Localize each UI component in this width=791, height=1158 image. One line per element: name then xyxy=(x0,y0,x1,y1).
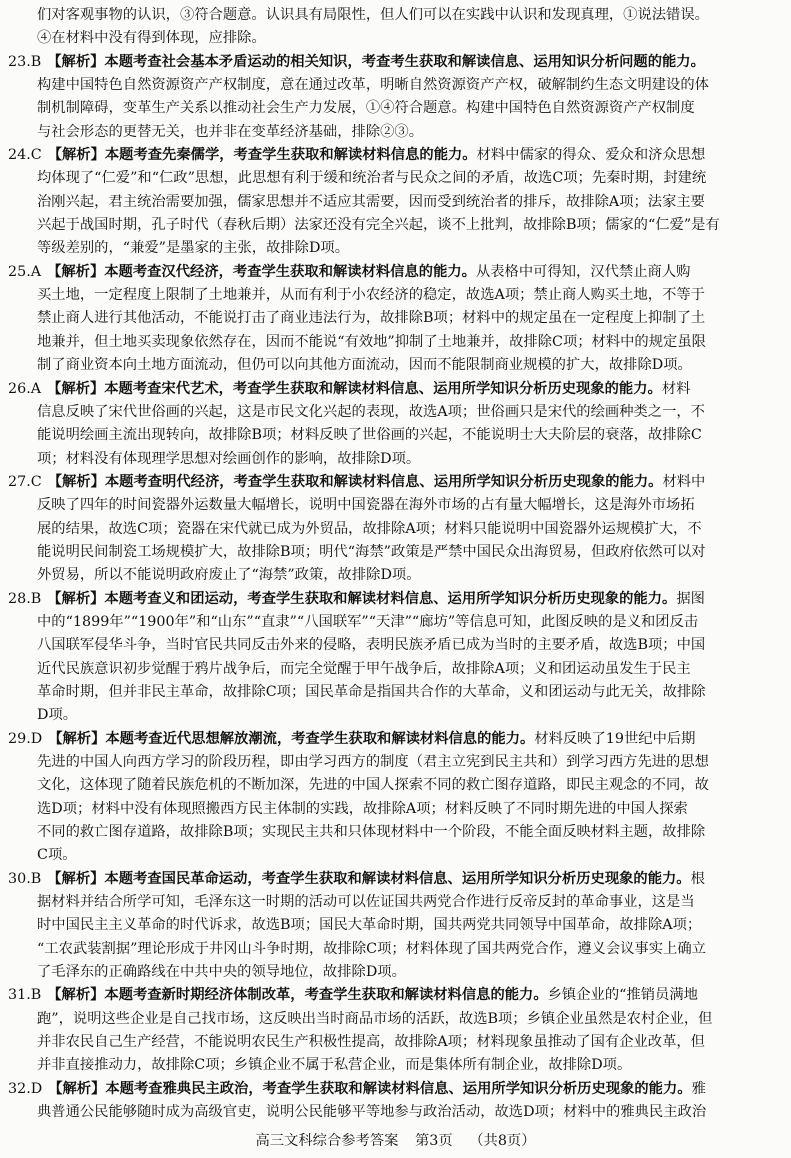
text-line xyxy=(8,914,777,937)
text-line xyxy=(8,704,777,727)
text-line xyxy=(8,121,777,144)
line-text: 反映了四年的时间瓷器外运数量大幅增长，说明中国瓷器在海外市场的占有量大幅增长，这是海外市场拓 xyxy=(37,497,695,514)
line-text: 据图 xyxy=(676,590,705,607)
line-text: 兴起于战国时期，孔子时代（春秋后期）法家还没有完全兴起，谈不上批判，故排除B项；儒家的“仁爱”是有 xyxy=(37,217,720,234)
text-line xyxy=(8,774,777,797)
line-text: 时中国民主主义革命的时代诉求，故选B项；国民大革命时期，国共两党共同领导中国革命，故排除A项； xyxy=(37,917,702,934)
text-line xyxy=(8,751,777,774)
question-number: 24.C xyxy=(8,147,42,164)
text-line xyxy=(8,74,777,97)
question-number: 26.A xyxy=(8,380,42,397)
analysis-heading: 【解析】本题考查新时期经济体制改革，考查学生获取和解读材料信息的能力。 xyxy=(47,987,548,1004)
line-text: 均体现了“仁爱”和“仁政”思想，此思想有利于缓和统治者与民众之间的矛盾，故选C项；先秦时期，封建统 xyxy=(37,170,707,187)
line-text: D项。 xyxy=(37,707,78,724)
line-text: 选D项；材料中没有体现照搬西方民主体制的实践，故排除A项；材料反映了不同时期先进的中国人探索 xyxy=(37,800,688,817)
text-line xyxy=(8,261,777,284)
text-line xyxy=(8,4,777,27)
text-line xyxy=(8,354,777,377)
text-line xyxy=(8,51,777,74)
line-text: 雅 xyxy=(691,1080,706,1097)
line-text: 了毛泽东的正确路线在中共中央的领导地位，故排除D项。 xyxy=(37,964,406,981)
question-number: 28.B xyxy=(8,590,42,607)
footer-title: 高三文科综合参考答案 xyxy=(255,1133,399,1149)
text-line xyxy=(8,868,777,891)
line-text: 治刚兴起，君主统治需要加强，儒家思想并不适应其需要，因而受到统治者的排斥，故排除A项；法家主要 xyxy=(37,193,705,210)
text-line xyxy=(8,237,777,260)
line-text: 等级差别的，“兼爱”是墨家的主张，故排除D项。 xyxy=(37,240,350,257)
analysis-heading: 【解析】本题考查近代思想解放潮流，考查学生获取和解读材料信息的能力。 xyxy=(48,730,535,747)
text-line xyxy=(8,191,777,214)
text-line xyxy=(8,97,777,120)
line-text: 材料中 xyxy=(662,473,706,490)
line-text: 制了商业资本向土地方面流动，但仍可以向其他方面流动，因而不能限制商业规模的扩大，故排除D项。 xyxy=(37,357,692,374)
text-line xyxy=(8,331,777,354)
text-line xyxy=(8,798,777,821)
line-text: 不同的救亡图存道路，故排除B项；实现民主共和只体现材料中一个阶段，不能全面反映材料主题，故排除 xyxy=(37,824,706,841)
text-line xyxy=(8,728,777,751)
text-line xyxy=(8,541,777,564)
line-text: 材料 xyxy=(661,380,691,397)
text-line xyxy=(8,588,777,611)
line-text: 从表格中可得知，汉代禁止商人购 xyxy=(475,263,691,280)
analysis-heading: 【解析】本题考查明代经济，考查学生获取和解读材料信息、运用所学知识分析历史现象的能力。 xyxy=(47,473,663,490)
text-line xyxy=(8,1054,777,1077)
line-text: 近代民族意识初步觉醒于鸦片战争后，而完全觉醒于甲午战争后，故排除A项；义和团运动虽发生于民主 xyxy=(37,660,691,677)
line-text: 项；材料没有体现理学思想对绘画创作的影响，故排除D项。 xyxy=(37,450,421,467)
text-line xyxy=(8,307,777,330)
question-number: 27.C xyxy=(8,473,42,490)
line-text: ④在材料中没有得到体现，应排除。 xyxy=(37,30,266,47)
text-line xyxy=(8,658,777,681)
analysis-heading: 【解析】本题考查义和团运动，考查学生获取和解读材料信息、运用所学知识分析历史现象的能力。 xyxy=(47,590,677,607)
text-line xyxy=(8,494,777,517)
line-text: 与社会形态的更替无关，也并非在变革经济基础，排除②③。 xyxy=(37,123,424,140)
text-line xyxy=(8,284,777,307)
line-text: 典普通公民能够随时成为高级官吏，说明公民能够平等地参与政治活动，故选D项；材料中的雅典民主政治 xyxy=(37,1104,707,1121)
text-line xyxy=(8,378,777,401)
text-line xyxy=(8,471,777,494)
text-line xyxy=(8,448,777,471)
analysis-heading: 【解析】本题考查先秦儒学，考查学生获取和解读材料信息的能力。 xyxy=(47,147,477,164)
text-line xyxy=(8,681,777,704)
line-text: 乡镇企业的“推销员满地 xyxy=(547,987,698,1004)
line-text: “工农武装割据”理论形成于井冈山斗争时期，故排除C项；材料体现了国共两党合作，遵义会议事实上确立 xyxy=(37,940,706,957)
line-text: 据材料并结合所学可知，毛泽东这一时期的活动可以佐证国共两党合作进行反帝反封的革命事业，这是当 xyxy=(37,894,695,911)
line-text: 制机制障碍，变革生产关系以推动社会生产力发展，①④符合题意。构建中国特色自然资源资产产权制度 xyxy=(37,100,695,117)
footer-total-pages: （共8页） xyxy=(469,1133,536,1149)
line-text: 构建中国特色自然资源资产产权制度，意在通过改革，明晰自然资源资产产权，破解制约生态文明建设的体 xyxy=(37,77,709,94)
line-text: 信息反映了宋代世俗画的兴起，这是市民文化兴起的表现，故选A项；世俗画只是宋代的绘画种类之一，不 xyxy=(37,403,705,420)
text-line xyxy=(8,424,777,447)
line-text: 文化，这体现了随着民族危机的不断加深，先进的中国人探索不同的救亡图存道路，即民主观念的不同，故 xyxy=(37,777,709,794)
question-number: 29.D xyxy=(8,730,43,747)
text-line xyxy=(8,938,777,961)
text-line xyxy=(8,844,777,867)
text-line xyxy=(8,634,777,657)
text-line xyxy=(8,821,777,844)
text-line xyxy=(8,214,777,237)
text-line xyxy=(8,1078,777,1101)
line-text: C项。 xyxy=(37,847,77,864)
question-number: 31.B xyxy=(8,987,42,1004)
analysis-heading: 【解析】本题考查社会基本矛盾运动的相关知识，考查考生获取和解读信息、运用知识分析问题的能力。 xyxy=(47,53,705,70)
line-text: 并非农民自己生产经营，不能说明农民生产积极性提高，故排除A项；材料现象虽推动了国有企业改革，但 xyxy=(37,1034,705,1051)
question-number: 30.B xyxy=(8,870,42,887)
text-line xyxy=(8,1008,777,1031)
question-number: 23.B xyxy=(8,53,42,70)
analysis-heading: 【解析】本题考查国民革命运动，考查学生获取和解读材料信息、运用所学知识分析历史现象的能力。 xyxy=(47,870,691,887)
text-line xyxy=(8,564,777,587)
line-text: 并非直接推动力，故排除C项；乡镇企业不属于私营企业，而是集体所有制企业，故排除D项。 xyxy=(37,1057,632,1074)
line-text: 中的“1899年”“1900年”和“山东”“直隶”“八国联军”“天津”“廊坊”等信息可知，此图反映的是义和团反击 xyxy=(37,613,699,630)
line-text: 外贸易，所以不能说明政府废止了“海禁”政策，故排除D项。 xyxy=(37,567,421,584)
text-line xyxy=(8,611,777,634)
text-line xyxy=(8,518,777,541)
analysis-heading: 【解析】本题考查雅典民主政治，考查学生获取和解读材料信息、运用所学知识分析历史现象的能力。 xyxy=(48,1080,692,1097)
line-text: 们对客观事物的认识，③符合题意。认识具有局限性，但人们可以在实践中认识和发现真理，①说法错误。 xyxy=(37,7,709,23)
line-text: 材料中儒家的得众、爱众和济众思想 xyxy=(476,147,706,164)
text-line xyxy=(8,144,777,167)
footer-page-number: 第3页 xyxy=(414,1133,453,1149)
line-text: 材料反映了19世纪中后期 xyxy=(534,730,696,747)
text-line xyxy=(8,984,777,1007)
text-line xyxy=(8,961,777,984)
text-line xyxy=(8,401,777,424)
line-text: 革命时期，但并非民主革命，故排除C项；国民革命是指国共合作的大革命，义和团运动与此无关，故排除 xyxy=(37,683,706,700)
line-text: 地兼并，但土地买卖现象依然存在，因而不能说“有效地”抑制了土地兼并，故排除C项；材料中的规定虽限 xyxy=(37,333,706,350)
text-line xyxy=(8,27,777,50)
line-text: 八国联军侵华斗争，当时官民共同反击外来的侵略，表明民族矛盾已成为当时的主要矛盾，故选B项；中国 xyxy=(37,637,706,654)
question-number: 32.D xyxy=(8,1080,43,1097)
text-line xyxy=(8,167,777,190)
line-text: 买土地，一定程度上限制了土地兼并，从而有利于小农经济的稳定，故选A项；禁止商人购买土地，不等于 xyxy=(37,287,705,304)
answer-text-body xyxy=(8,4,777,1125)
line-text: 能说明绘画主流出现转向，故排除B项；材料反映了世俗画的兴起，不能说明士大夫阶层的衰落，故排除C xyxy=(37,427,702,444)
text-line xyxy=(8,891,777,914)
line-text: 展的结果，故选C项；瓷器在宋代就已成为外贸品，故排除A项；材料只能说明中国瓷器外运规模扩大，不 xyxy=(37,520,702,537)
text-line xyxy=(8,1031,777,1054)
line-text: 根 xyxy=(690,870,705,887)
line-text: 先进的中国人向西方学习的阶段历程，即由学习西方的制度（君主立宪到民主共和）到学习西方先进的思想 xyxy=(37,754,709,770)
text-line xyxy=(8,1101,777,1124)
line-text: 禁止商人进行其他活动，不能说打击了商业违法行为，故排除B项；材料中的规定虽在一定程度上抑制了土 xyxy=(37,310,706,327)
line-text: 跑”，说明这些企业是自己找市场，这反映出当时商品市场的活跃，故选B项；乡镇企业虽然是农村企业，但 xyxy=(37,1010,713,1027)
question-number: 25.A xyxy=(8,263,42,280)
analysis-heading: 【解析】本题考查宋代艺术，考查学生获取和解读材料信息、运用所学知识分析历史现象的能力。 xyxy=(47,380,662,397)
page-footer xyxy=(0,1130,791,1152)
line-text: 能说明民间制瓷工场规模扩大，故排除B项；明代“海禁”政策是严禁中国民众出海贸易，但政府依然可以对 xyxy=(37,543,706,560)
analysis-heading: 【解析】本题考查汉代经济，考查学生获取和解读材料信息的能力。 xyxy=(47,263,476,280)
